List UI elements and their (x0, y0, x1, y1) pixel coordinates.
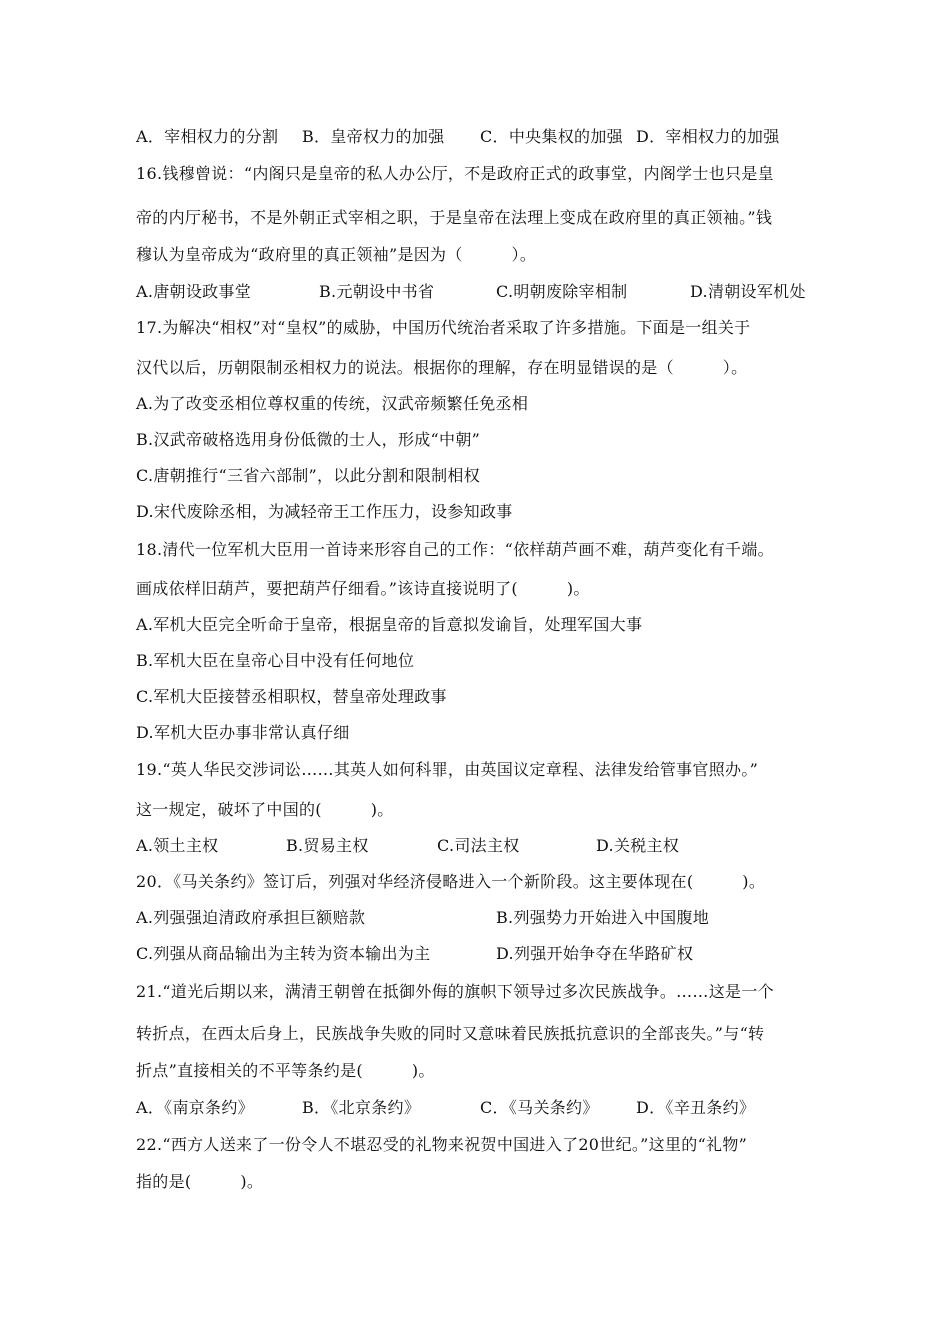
q19-option-c: C.司法主权 (437, 836, 520, 855)
q21-stem-line-1: 21.“道光后期以来，满清王朝曾在抵御外侮的旗帜下领导过多次民族战争。……这是一个 (136, 982, 774, 1001)
q17-option-c: C.唐朝推行“三省六部制”，以此分割和限制相权 (136, 466, 481, 485)
q19-option-d: D.关税主权 (596, 836, 680, 855)
q18-stem-line-1: 18.清代一位军机大臣用一首诗来形容自己的工作：“依样葫芦画不难，葫芦变化有千端。 (136, 540, 774, 559)
q17-stem-line-2: 汉代以后，历朝限制丞相权力的说法。根据你的理解，存在明显错误的是（ ）。 (136, 358, 748, 377)
q15-option-a: A．宰相权力的分割 (136, 127, 279, 146)
q21-stem-line-3: 折点”直接相关的不平等条约是( )。 (136, 1061, 435, 1080)
q22-stem-line-2: 指的是( )。 (136, 1172, 264, 1191)
q20-stem-line-1: 20．《马关条约》签订后，列强对华经济侵略进入一个新阶段。这主要体现在( )。 (136, 872, 766, 891)
q16-option-d: D.清朝设军机处 (690, 282, 806, 301)
q18-option-d: D.军机大臣办事非常认真仔细 (136, 723, 350, 742)
q21-option-a: A．《南京条约》 (136, 1098, 254, 1117)
q21-option-b: B．《北京条约》 (302, 1098, 421, 1117)
q19-stem-line-2: 这一规定，破坏了中国的( )。 (136, 800, 394, 819)
q20-option-b: B.列强势力开始进入中国腹地 (496, 908, 710, 927)
q16-option-a: A.唐朝设政事堂 (136, 282, 252, 301)
q18-stem-line-2: 画成依样旧葫芦，要把葫芦仔细看。”该诗直接说明了( )。 (136, 579, 590, 598)
q16-option-b: B.元朝设中书省 (319, 282, 435, 301)
q19-stem-line-1: 19.“英人华民交涉词讼……其英人如何科罪，由英国议定章程、法律发给管事官照办。” (136, 760, 759, 779)
q19-option-b: B.贸易主权 (286, 836, 369, 855)
q21-option-c: C．《马关条约》 (480, 1098, 599, 1117)
q19-option-a: A.领土主权 (136, 836, 219, 855)
q16-option-c: C.明朝废除宰相制 (496, 282, 628, 301)
q20-option-a: A.列强强迫清政府承担巨额赔款 (136, 908, 366, 927)
q17-option-a: A.为了改变丞相位尊权重的传统，汉武帝频繁任免丞相 (136, 394, 529, 413)
q15-option-b: B．皇帝权力的加强 (302, 127, 445, 146)
q22-stem-line-1: 22.“西方人送来了一份令人不堪忍受的礼物来祝贺中国进入了20世纪。”这里的“礼物” (136, 1135, 748, 1154)
q15-option-d: D．宰相权力的加强 (636, 127, 780, 146)
q20-option-c: C.列强从商品输出为主转为资本输出为主 (136, 944, 431, 963)
q15-option-c: C．中央集权的加强 (480, 127, 623, 146)
q21-option-d: D．《辛丑条约》 (636, 1098, 756, 1117)
q16-stem-line-1: 16.钱穆曾说：“内阁只是皇帝的私人办公厅，不是政府正式的政事堂，内阁学士也只是皇 (136, 164, 774, 183)
q16-stem-line-3: 穆认为皇帝成为“政府里的真正领袖”是因为（ ）。 (136, 245, 537, 264)
q18-option-c: C.军机大臣接替丞相职权，替皇帝处理政事 (136, 687, 447, 706)
q17-stem-line-1: 17.为解决“相权”对“皇权”的威胁，中国历代统治者采取了许多措施。下面是一组关于 (136, 318, 751, 337)
q18-option-a: A.军机大臣完全听命于皇帝，根据皇帝的旨意拟发谕旨，处理军国大事 (136, 615, 643, 634)
q18-option-b: B.军机大臣在皇帝心目中没有任何地位 (136, 651, 415, 670)
q17-option-d: D.宋代废除丞相，为减轻帝王工作压力，设参知政事 (136, 502, 513, 521)
q16-stem-line-2: 帝的内厅秘书，不是外朝正式宰相之职，于是皇帝在法理上变成在政府里的真正领袖。”钱 (136, 208, 773, 227)
q20-option-d: D.列强开始争夺在华路矿权 (496, 944, 694, 963)
q17-option-b: B.汉武帝破格选用身份低微的士人，形成“中朝” (136, 430, 481, 449)
q21-stem-line-2: 转折点，在西太后身上，民族战争失败的同时又意味着民族抵抗意识的全部丧失。”与“转 (136, 1024, 765, 1043)
